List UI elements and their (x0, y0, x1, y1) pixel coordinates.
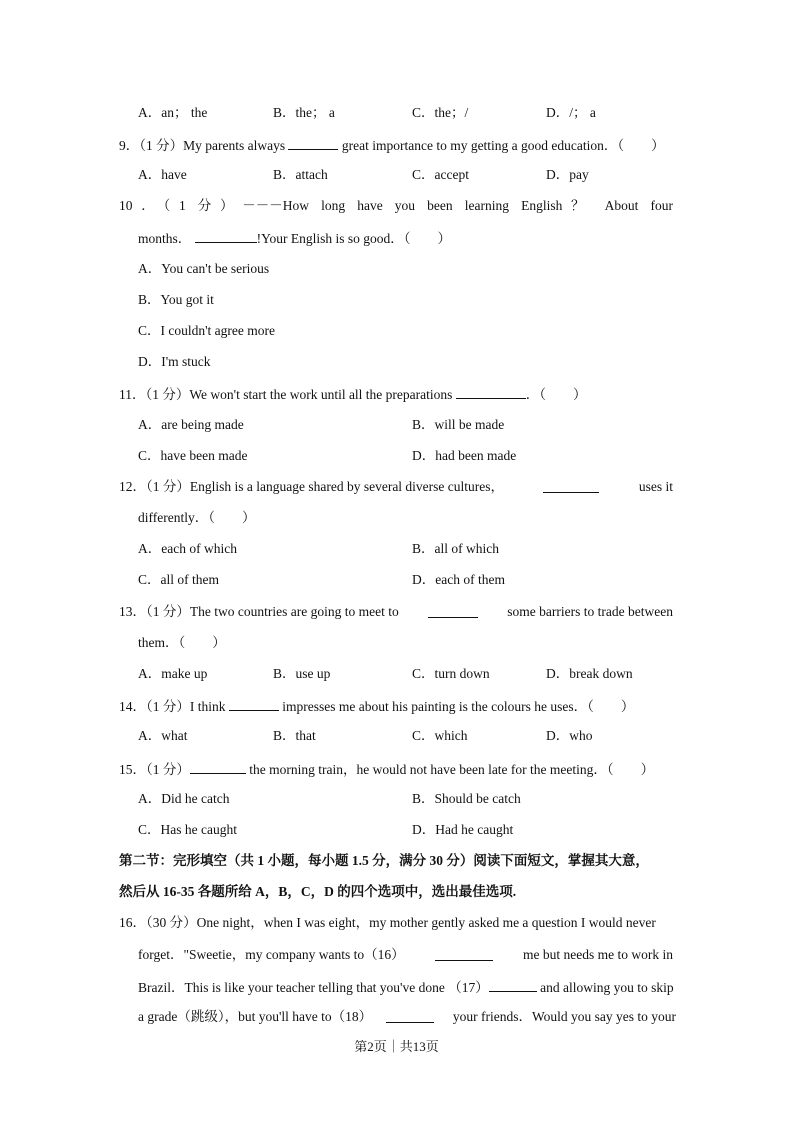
q9-suffix: great importance to my getting a good education．（ ） (341, 138, 665, 153)
q11-option-d: D．had been made (412, 448, 517, 463)
q15-suffix: the morning train，he would not have been late for the meeting．（ ） (249, 762, 655, 777)
q12-stem-line2: differently．（ ） (138, 510, 256, 525)
q13-blank (428, 603, 478, 618)
page-footer: 第2页｜共13页 (354, 1039, 439, 1054)
q16-blank-17 (489, 977, 537, 992)
q16-line4 (138, 1008, 676, 1026)
q13-option-a: A．make up (138, 666, 208, 681)
q14-blank (229, 696, 279, 711)
q8-option-d: D．/； a (546, 105, 596, 120)
q9-blank (288, 135, 338, 150)
q12-option-a: A．each of which (138, 541, 237, 556)
q13-option-c: C．turn down (412, 666, 490, 681)
q12-suffix: uses it (638, 479, 673, 494)
q10-option-a: A．You can't be serious (138, 261, 270, 276)
q16-line2-prefix: forget．"Sweetie，my company wants to（16） (138, 947, 405, 962)
q16-line2 (138, 946, 673, 964)
q14-option-a: A．what (138, 728, 188, 743)
q12-option-c: C．all of them (138, 572, 219, 587)
q16-line3 (138, 977, 674, 997)
q16-blank-16 (435, 946, 493, 961)
q14-stem (119, 696, 634, 716)
q15-option-a: A．Did he catch (138, 791, 230, 806)
q9-option-b: B．attach (273, 167, 328, 182)
q13-option-d: D．break down (546, 666, 633, 681)
q10-stem-line2 (138, 228, 451, 248)
q12-option-b: B．all of which (412, 541, 499, 556)
q16-line2-suffix: me but needs me to work in (523, 947, 673, 962)
q9-option-d: D．pay (546, 167, 589, 182)
q15-stem (119, 759, 654, 779)
q16-line3-prefix: Brazil．This is like your teacher telling that you've done （17） (138, 980, 489, 995)
q11-option-a: A．are being made (138, 417, 244, 432)
q13-prefix: 13．（1 分）The two countries are going to meet to (119, 604, 399, 619)
q12-stem-line1 (119, 478, 673, 496)
q15-option-c: C．Has he caught (138, 822, 237, 837)
q13-option-b: B．use up (273, 666, 331, 681)
q10-option-d: D．I'm stuck (138, 354, 211, 369)
q13-stem-line2: them．（ ） (138, 635, 226, 650)
q10-blank (195, 228, 257, 243)
q8-option-a: A．an； the (138, 105, 208, 120)
section2-heading-line2: 然后从 16-35 各题所给 A，B，C，D 的四个选项中，选出最佳选项. (119, 884, 517, 899)
q16-line4-suffix: your friends．Would you say yes to your (452, 1009, 676, 1024)
q12-option-d: D．each of them (412, 572, 505, 587)
q16-line1: 16．（30 分）One night，when I was eight，my mother gently asked me a question I would never (119, 915, 656, 930)
q14-prefix: 14．（1 分）I think (119, 699, 226, 714)
q16-line3-suffix: and allowing you to skip (540, 980, 674, 995)
q8-option-b: B．the； a (273, 105, 335, 120)
q14-option-b: B．that (273, 728, 316, 743)
q16-blank-18 (386, 1008, 434, 1023)
q13-stem-line1 (119, 603, 673, 621)
section2-heading-line1: 第二节：完形填空（共 1 小题，每小题 1.5 分，满分 30 分）阅读下面短文，掌握其大意， (119, 853, 649, 868)
q15-option-b: B．Should be catch (412, 791, 521, 806)
q10-option-b: B．You got it (138, 292, 214, 307)
q14-option-d: D．who (546, 728, 593, 743)
q9-option-c: C．accept (412, 167, 469, 182)
q12-prefix: 12．（1 分）English is a language shared by several diverse cultures， (119, 479, 505, 494)
q10-suffix: !Your English is so good．（ ） (256, 231, 452, 246)
q15-option-d: D．Had he caught (412, 822, 514, 837)
q11-prefix: 11．（1 分）We won't start the work until all the preparations (119, 387, 453, 402)
q11-stem (119, 384, 587, 404)
q11-option-b: B．will be made (412, 417, 505, 432)
q9-stem (119, 135, 665, 155)
q13-suffix: some barriers to trade between (507, 604, 673, 619)
q10-option-c: C．I couldn't agree more (138, 323, 276, 338)
q16-line4-prefix: a grade（跳级），but you'll have to（18） (138, 1009, 373, 1024)
q11-blank (456, 384, 526, 399)
q8-option-c: C．the；/ (412, 105, 469, 120)
q11-option-c: C．have been made (138, 448, 248, 463)
q9-option-a: A．have (138, 167, 187, 182)
q11-suffix: ．（ ） (525, 387, 587, 402)
q10-prefix: months． (138, 231, 192, 246)
q15-blank (190, 759, 246, 774)
q14-option-c: C．which (412, 728, 468, 743)
q10-stem-line1: 10．（1 分）－－－How long have you been learning English？ About four (119, 198, 673, 213)
q9-prefix: 9．（1 分）My parents always (119, 138, 286, 153)
q15-prefix: 15．（1 分） (119, 762, 190, 777)
q14-suffix: impresses me about his painting is the colours he uses．（ ） (282, 699, 635, 714)
q12-blank (543, 478, 599, 493)
